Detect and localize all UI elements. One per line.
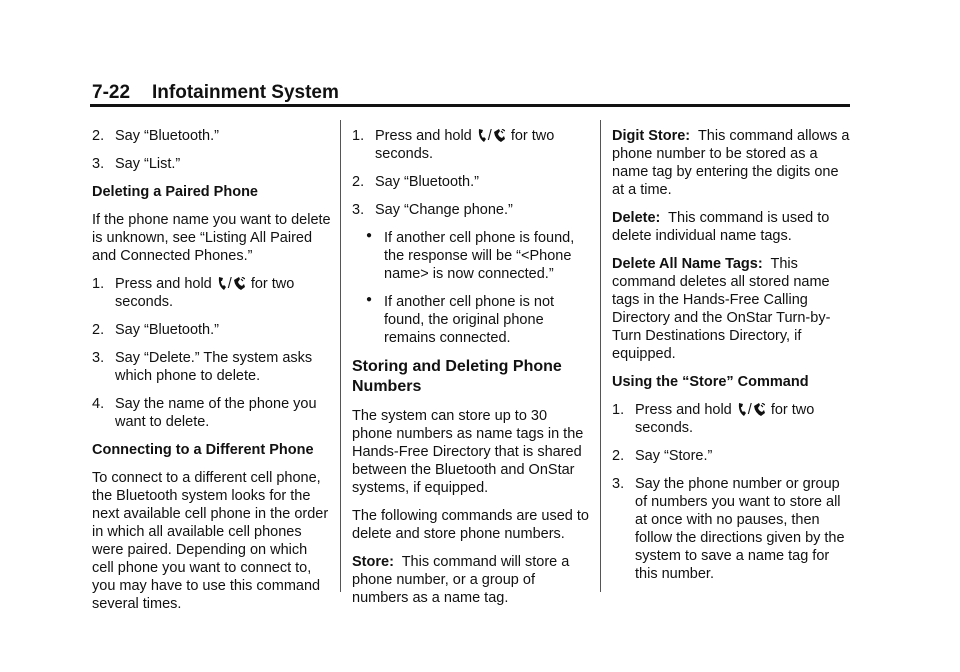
store-step-3: 3. Say the phone number or group of numbers you want to store all at once with no pauses, then follow the directions given by the system to save a name tag for this number.: [612, 476, 845, 582]
storing-paragraph-1: The system can store up to 30 phone numbers as name tags in the Hands-Free Directory that is shared between the Bluetooth and OnStar systems, if equipped.: [352, 408, 584, 496]
header-rule: [90, 104, 850, 107]
connecting-paragraph: To connect to a different cell phone, the Bluetooth system looks for the next available cell phone in the order in which all available cell phones were paired. Depending on which cell phone you want to connect to, you may have to use this command several times.: [92, 470, 329, 612]
digit-store-definition: Digit Store: This command allows a phone number to be stored as a name tag by entering the digits one at a time.: [612, 128, 850, 198]
phone-handset-icon: [478, 129, 486, 142]
change-step-2: 2. Say “Bluetooth.”: [352, 174, 479, 190]
deleting-heading: Deleting a Paired Phone: [92, 184, 258, 200]
storing-heading: Storing and Deleting Phone Numbers: [352, 358, 562, 395]
change-step-3: 3. Say “Change phone.”: [352, 202, 513, 218]
store-definition: Store: This command will store a phone number, or a group of numbers as a name tag.: [352, 554, 570, 606]
push-to-talk-icon: [234, 277, 245, 290]
page-number: 7-22: [92, 82, 131, 103]
column-2: [352, 127, 590, 617]
storing-paragraph-2: The following commands are used to delete and store phone numbers.: [352, 508, 589, 542]
push-to-talk-icon: [754, 403, 765, 416]
delete-definition: Delete: This command is used to delete individual name tags.: [612, 210, 830, 244]
delete-step-4: 4. Say the name of the phone you want to delete.: [92, 396, 317, 430]
column-3: [612, 127, 852, 593]
page-header: [92, 82, 339, 104]
step-say-list: 3. Say “List.”: [92, 156, 181, 172]
section-title: Infotainment System: [152, 82, 339, 103]
column-1: [92, 127, 332, 623]
delete-step-3: 3. Say “Delete.” The system asks which phone to delete.: [92, 350, 313, 384]
bullet-icon: ●: [366, 294, 373, 305]
column-divider-2: [600, 120, 601, 592]
step-say-bluetooth: 2. Say “Bluetooth.”: [92, 128, 219, 144]
delete-step-2: 2. Say “Bluetooth.”: [92, 322, 219, 338]
store-step-1: 1. Press and hold / for two seconds.: [612, 402, 815, 436]
bullet-found: ● If another cell phone is found, the response will be “<Phone name> is now connected.”: [366, 230, 575, 282]
bullet-not-found: ● If another cell phone is not found, the original phone remains connected.: [366, 294, 555, 346]
using-store-heading: Using the “Store” Command: [612, 374, 809, 390]
connecting-heading: Connecting to a Different Phone: [92, 442, 314, 458]
delete-step-1: 1. Press and hold / for two seconds.: [92, 276, 295, 310]
bullet-icon: ●: [366, 230, 373, 241]
push-to-talk-icon: [494, 129, 505, 142]
store-step-2: 2. Say “Store.”: [612, 448, 713, 464]
phone-handset-icon: [738, 403, 746, 416]
change-step-1: 1. Press and hold / for two seconds.: [352, 128, 555, 162]
column-divider-1: [340, 120, 341, 592]
phone-handset-icon: [218, 277, 226, 290]
delete-all-definition: Delete All Name Tags: This command deletes all stored name tags in the Hands-Free Calling Directory and the OnStar Turn-by-Turn Destinations Directory, if equipped.: [612, 256, 831, 362]
deleting-intro: If the phone name you want to delete is unknown, see “Listing All Paired and Connected Phones.”: [92, 212, 331, 264]
